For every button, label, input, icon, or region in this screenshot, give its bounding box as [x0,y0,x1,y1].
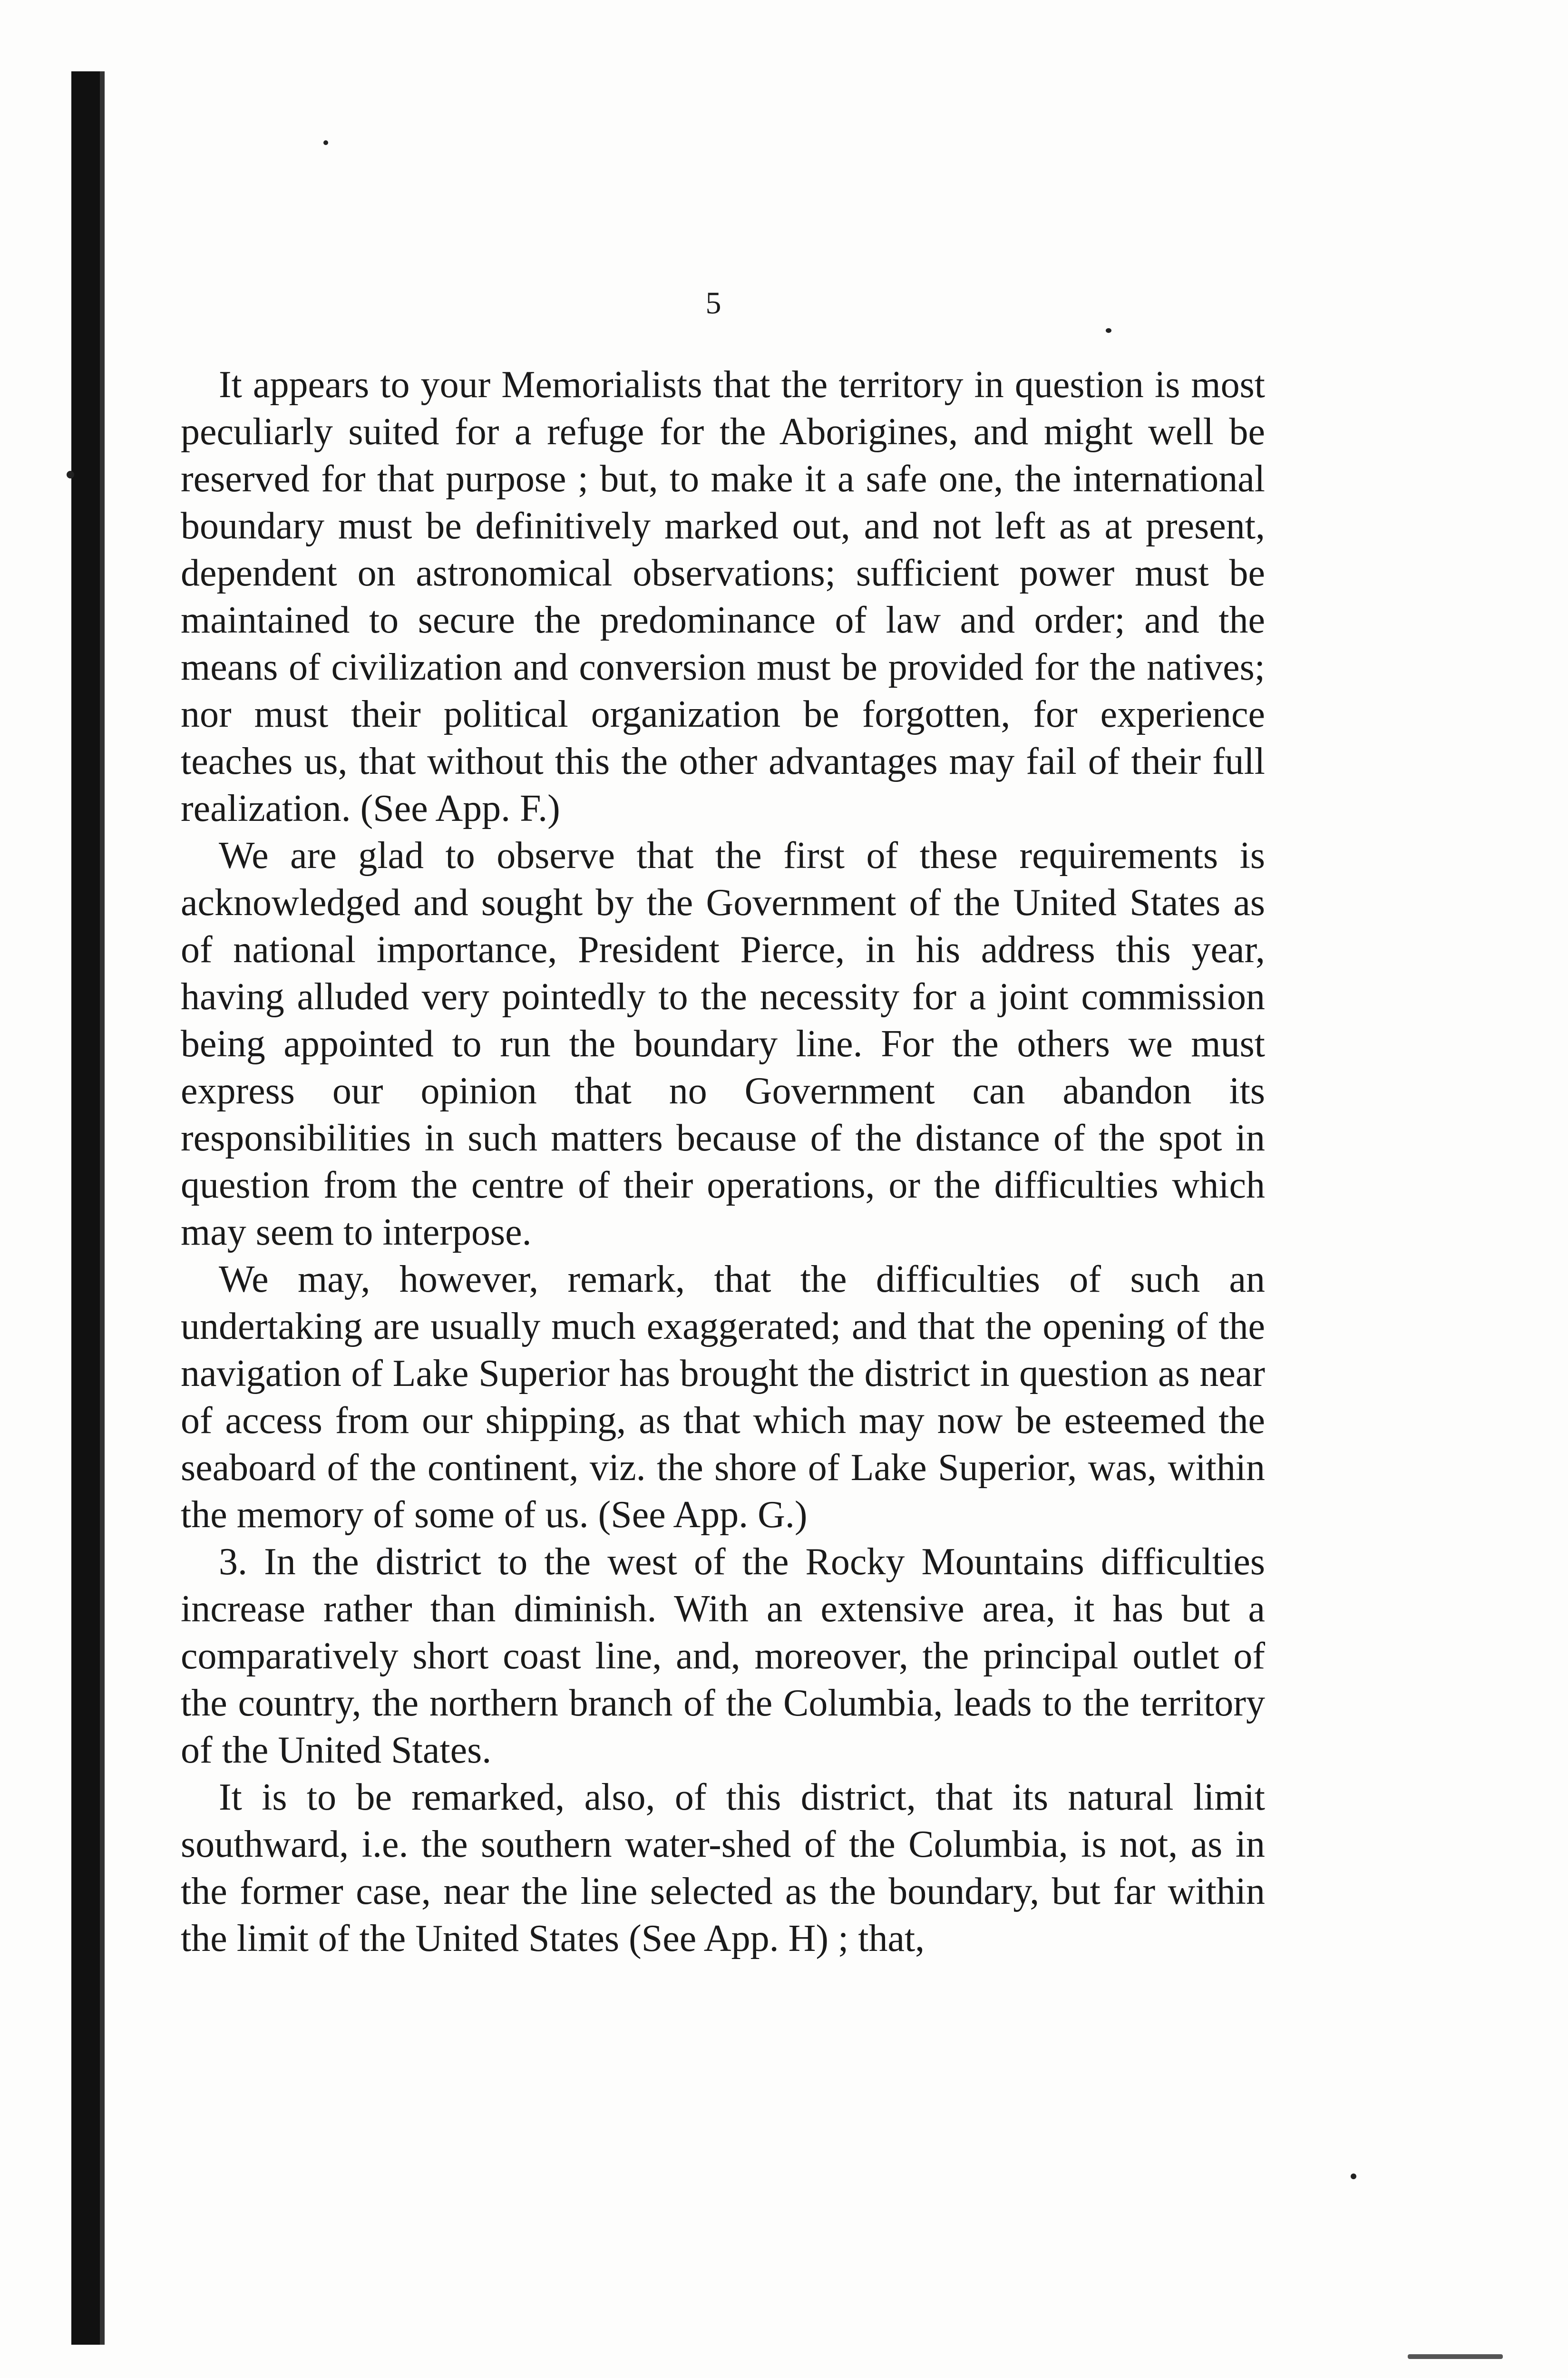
paragraph-5: It is to be remarked, also, of this district, that its natural limit southward, i.e. the southern water-shed of the Columbia, is not, as in the former case, near the line selected as the boundary, but far within the limit of the United States (See App. H) ; that, [181,1776,1265,1959]
binding-edge [71,71,105,2345]
scan-speck [1408,2354,1503,2359]
scan-speck [1351,2173,1356,2179]
paragraph-4: 3. In the district to the west of the Rocky Mountains difficulties increase rather than diminish. With an extensive area, it has but a comparatively short coast line, and, moreover, the principal outlet of the country, the northern branch of the Columbia, leads to the territory of the United States. [181,1541,1265,1771]
page-number: 5 [705,286,721,321]
paragraph-1: It appears to your Memorialists that the territory in question is most peculiarly suited for a refuge for the Aborigines, and might well be reserved for that purpose ; but, to make it a safe one, the international boundary must be definitively marked out, and not left as at present, dependent on astronomical observations; sufficient power must be maintained to secure the predominance of law and order; and the means of civilization and conversion must be provided for the natives; nor must their political organization be forgotten, for experience teaches us, that without this the other advantages may fail of their full realization. (See App. F.) [181,364,1265,829]
scan-speck [323,140,328,145]
body-text [181,361,1265,1962]
paragraph-3: We may, however, remark, that the difficulties of such an undertaking are usually much exaggerated; and that the opening of the navigation of Lake Superior has brought the district in question as near of access from our shipping, as that which may now be esteemed the seaboard of the continent, viz. the shore of Lake Superior, was, within the memory of some of us. (See App. G.) [181,1258,1265,1536]
scan-speck [67,471,74,478]
paragraph-2: We are glad to observe that the first of these requirements is acknowledged and sought by the Government of the United States as of national importance, President Pierce, in his address this year, having alluded very pointedly to the necessity for a joint commission being appointed to run the boundary line. For the others we must express our opinion that no Government can abandon its responsibilities in such matters because of the distance of the spot in question from the centre of their operations, or the difficulties which may seem to interpose. [181,835,1265,1253]
scan-speck [1106,328,1111,333]
